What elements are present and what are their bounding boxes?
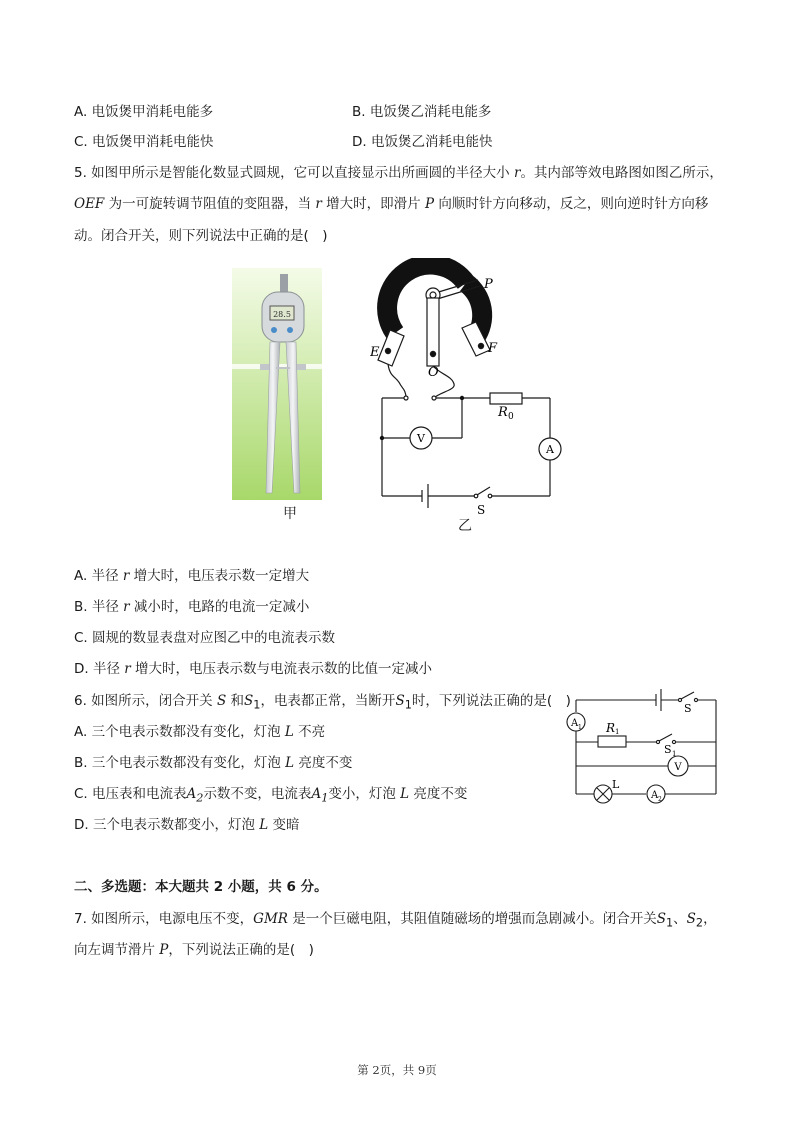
label-p: P	[484, 277, 493, 292]
q6-option-a: A. 三个电表示数都没有变化，灯泡 L 不亮	[74, 724, 326, 740]
figure-label-yi: 乙	[458, 518, 472, 534]
label-e: E	[370, 345, 380, 360]
label-r0: R	[498, 405, 508, 420]
switch-label-s: S	[477, 503, 486, 517]
voltmeter-label: V	[417, 432, 425, 445]
circuit-diagram-yi	[370, 258, 570, 538]
switch-s1-sub: 1	[672, 750, 677, 758]
compass-display-value: 28.5	[273, 310, 291, 319]
q5-stem-line3: 动。闭合开关，则下列说法中正确的是( )	[74, 228, 328, 244]
q5-option-d: D. 半径 r 增大时，电压表示数与电流表示数的比值一定减小	[74, 661, 433, 677]
q6-stem: 6. 如图所示，闭合开关 S 和$S_1$，电表都正常，当断开$S_1$时，下列说法正确的是( )	[74, 693, 571, 712]
label-r1-sub: 1	[615, 728, 620, 736]
section-title-multiple-choice: 二、多选题：本大题共 2 小题，共 6 分。	[74, 879, 328, 895]
circuit-diagram-q6	[560, 686, 724, 806]
q5-option-c: C. 圆规的数显表盘对应图乙中的电流表示数	[74, 630, 336, 646]
q6-option-b: B. 三个电表示数都没有变化，灯泡 L 亮度不变	[74, 755, 353, 771]
ammeter-a1-sub: 1	[578, 724, 582, 731]
ammeter-a2-sub: 2	[658, 796, 662, 803]
voltmeter-q6-label: V	[674, 762, 682, 773]
switch-s1-label: S	[664, 743, 672, 756]
label-r0-sub: 0	[508, 412, 514, 422]
q5-stem-line2: OEF 为一可旋转调节阻值的变阻器，当 r 增大时，即滑片 P 向顺时针方向移动，反之，则向逆时针方向移	[74, 196, 709, 212]
label-o: O	[428, 365, 439, 380]
q4-option-b: B. 电饭煲乙消耗电能多	[352, 104, 492, 120]
q4-option-a: A. 电饭煲甲消耗电能多	[74, 104, 214, 120]
compass-photo	[232, 268, 322, 500]
ammeter-a2-label: A	[651, 790, 659, 801]
q5-option-a: A. 半径 r 增大时，电压表示数一定增大	[74, 568, 310, 584]
switch-s-label: S	[684, 702, 692, 715]
label-r1: R	[606, 721, 616, 735]
q4-option-c: C. 电饭煲甲消耗电能快	[74, 134, 214, 150]
q7-stem-line1: 7. 如图所示，电源电压不变，GMR 是一个巨磁电阻，其阻值随磁场的增强而急剧减小。闭合开关$S_1$、$S_2$，	[74, 911, 717, 930]
q6-option-d: D. 三个电表示数都变小，灯泡 L 变暗	[74, 817, 300, 833]
lamp-l-label: L	[612, 778, 620, 791]
ammeter-a1-label: A	[571, 718, 579, 729]
label-f: F	[488, 341, 498, 356]
q4-option-d: D. 电饭煲乙消耗电能快	[352, 134, 493, 150]
q5-stem-line1: 5. 如图甲所示是智能化数显式圆规，它可以直接显示出所画圆的半径大小 r。其内部等效电路图如图乙所示，	[74, 165, 723, 181]
q5-option-b: B. 半径 r 减小时，电路的电流一定减小	[74, 599, 310, 615]
page-footer: 第 2页，共 9页	[357, 1063, 437, 1077]
q7-stem-line2: 向左调节滑片 P，下列说法正确的是( )	[74, 942, 314, 958]
ammeter-label: A	[546, 443, 554, 456]
figure-label-jia: 甲	[283, 506, 297, 522]
q6-option-c: C. 电压表和电流表$A_2$示数不变，电流表$A_1$变小，灯泡 L 亮度不变	[74, 786, 468, 805]
